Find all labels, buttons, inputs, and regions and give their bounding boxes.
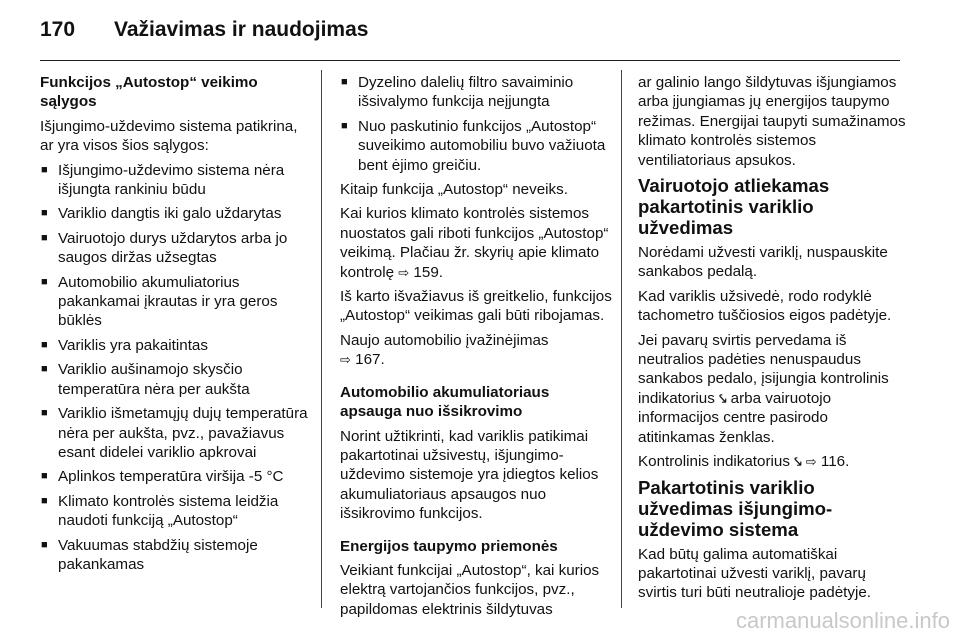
paragraph-text: Kontrolinis indikatorius xyxy=(638,453,790,471)
conditions-list xyxy=(40,161,310,575)
autostop-conditions-intro: Išjungimo-uždevimo sistema patikrina, ar yra visos šios sąlygos: xyxy=(40,117,298,155)
page-reference-arrow-icon: ⇨ xyxy=(340,352,351,368)
paragraph xyxy=(638,452,908,471)
paragraph: Norint užtikrinti, kad variklis patikimai pakartotinai užsivestų, išjungimo-uždevimo sistemoje yra įdiegtos kelios akumuliatoriaus apsaugos nuo išsikrovimo funkcijos. xyxy=(340,427,599,523)
autostop-conditions-heading: Funkcijos „Autostop“ veikimo sąlygos xyxy=(40,74,258,111)
list-item: ■ Nuo paskutinio funkcijos „Autostop“ suveikimo automobiliu buvo važiuota bent ėjimo greičiu. xyxy=(340,117,615,175)
column-divider-2 xyxy=(621,70,622,608)
list-item: ■ Automobilio akumuliatorius pakankamai įkrautas ir yra geros būklės xyxy=(40,273,310,331)
paragraph: Veikiant funkcijai „Autostop“, kai kurios elektrą vartojančios funkcijos, pvz., papildomas elektrinis šildytuvas xyxy=(340,561,600,618)
page-reference[interactable]: 116. xyxy=(820,453,850,471)
paragraph-text: Jei pavarų svirtis pervedama iš neutralios padėties nenuspaudus sankabos pedalo, įsijungia kontrolinis indikatorius xyxy=(638,331,889,407)
list-item: ■ Variklis yra pakaitintas xyxy=(40,336,310,355)
column-1 xyxy=(40,73,310,579)
page-reference[interactable]: 167. xyxy=(355,351,385,369)
subheading: Energijos taupymo priemonės xyxy=(340,537,558,555)
paragraph: Iš karto išvažiavus iš greitkelio, funkcijos „Autostop“ veikimas gali būti ribojamas. xyxy=(340,288,612,325)
gearshift-indicator-icon: ⤥ xyxy=(719,390,727,406)
list-item: ■ Išjungimo-uždevimo sistema nėra išjungta rankiniu būdu xyxy=(40,161,310,200)
paragraph xyxy=(638,331,908,447)
paragraph xyxy=(340,204,615,282)
column-divider-1 xyxy=(321,70,322,608)
list-item: ■ Vairuotojo durys uždarytos arba jo saugos diržas užsegtas xyxy=(40,229,310,268)
paragraph-text: arba vairuotojo informacijos centre pasirodo atitinkamas ženklas. xyxy=(638,389,832,446)
section-heading: Vairuotojo atliekamas pakartotinis variklio užvedimas xyxy=(638,175,830,239)
paragraph-text: Kai kurios klimato kontrolės sistemos nuostatos gali riboti funkcijos „Autostop“ veikimą. Plačiau žr. skyrių apie klimato kontrolę xyxy=(340,205,609,281)
page-reference[interactable]: 159. xyxy=(413,263,443,281)
paragraph: ar galinio lango šildytuvas išjungiamos arba įjungiamas jų energijos taupymo režimas. Energijai taupyti sumažinamos klimato kontrolės sistemos ventiliatoriaus apsukos. xyxy=(638,74,906,169)
paragraph: Norėdami užvesti variklį, nuspauskite sankabos pedalą. xyxy=(638,244,888,281)
list-item: ■ Aplinkos temperatūra viršija -5 °C xyxy=(40,467,310,486)
list-item: ■ Variklio dangtis iki galo uždarytas xyxy=(40,204,310,223)
list-item: ■ Vakuumas stabdžių sistemoje pakankamas xyxy=(40,536,310,575)
paragraph-text: Naujo automobilio įvažinėjimas xyxy=(340,331,549,349)
column-2 xyxy=(340,73,615,624)
list-item: ■ Variklio aušinamojo skysčio temperatūra nėra per aukšta xyxy=(40,360,310,399)
subheading: Automobilio akumuliatoriaus apsauga nuo išsikrovimo xyxy=(340,383,550,421)
list-item: ■ Klimato kontrolės sistema leidžia naudoti funkciją „Autostop“ xyxy=(40,492,310,531)
list-item: ■ Variklio išmetamųjų dujų temperatūra nėra per aukšta, pvz., pavažiavus esant didelei variklio apkrovai xyxy=(40,404,310,462)
paragraph xyxy=(340,331,615,370)
column-3 xyxy=(638,73,908,608)
header-rule xyxy=(40,60,900,61)
page-number: 170 xyxy=(40,18,76,41)
watermark: carmanualsonline.info xyxy=(735,608,950,633)
header-title: Važiavimas ir naudojimas xyxy=(114,18,369,41)
paragraph: Kitaip funkcija „Autostop“ neveiks. xyxy=(340,181,568,199)
section-heading: Pakartotinis variklio užvedimas išjungimo-uždevimo sistema xyxy=(638,476,833,540)
page-reference-arrow-icon: ⇨ xyxy=(805,454,817,470)
paragraph: Kad variklis užsivedė, rodo rodyklė tachometro tuščiosios eigos padėtyje. xyxy=(638,287,892,325)
gearshift-indicator-icon: ⤥ xyxy=(794,454,802,470)
paragraph: Kad būtų galima automatiškai pakartotinai užvesti variklį, pavarų svirtis turi būti neutralioje padėtyje. xyxy=(638,545,871,602)
page-reference-arrow-icon: ⇨ xyxy=(398,264,410,280)
list-item: ■ Dyzelino dalelių filtro savaiminio išsivalymo funkcija neįjungta xyxy=(340,73,615,112)
conditions-list-continued xyxy=(340,73,615,175)
